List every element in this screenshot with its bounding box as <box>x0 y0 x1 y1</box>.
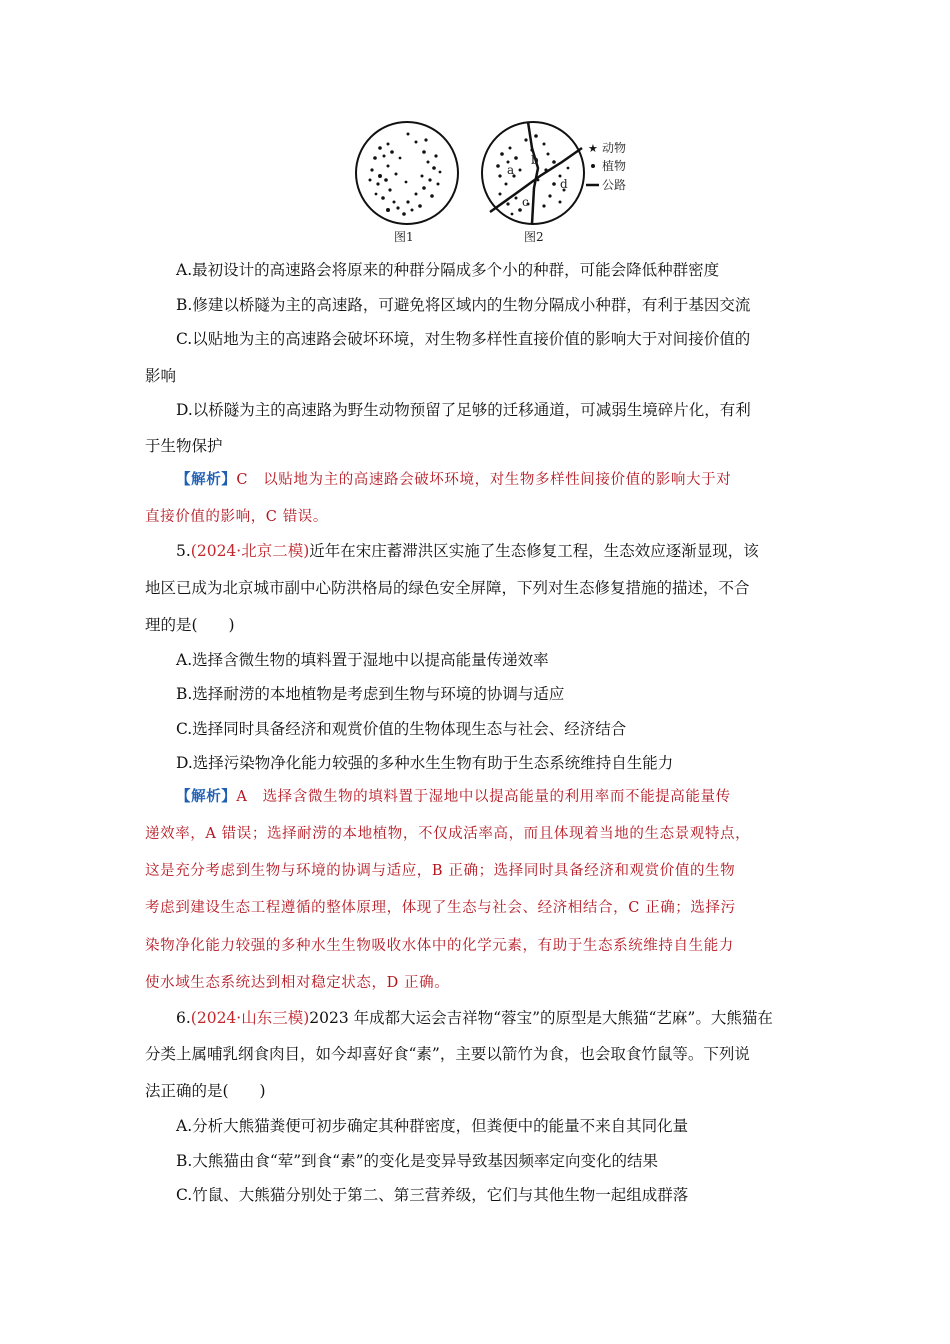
q4-option-d-line1: D.以桥隧为主的高速路为野生动物预留了足够的迁移通道，可减弱生境碎片化，有利 <box>176 401 751 419</box>
figure1-dots <box>369 133 442 216</box>
q6-option-a: A.分析大熊猫粪便可初步确定其种群密度，但粪便中的能量不来自其同化量 <box>176 1117 689 1135</box>
q4-analysis-text1: C 以贴地为主的高速路会破坏环境，对生物多样性间接价值的影响大于对 <box>236 472 732 488</box>
q5-number: 5. <box>176 542 191 560</box>
q5-analysis-line4: 考虑到建设生态工程遵循的整体原理，体现了生态与社会、经济相结合，C 正确；选择污 <box>145 900 736 916</box>
q6-stem-line3: 法正确的是( ) <box>145 1082 266 1100</box>
q5-stem-line3: 理的是( ) <box>145 616 235 634</box>
q6-option-b: B.大熊猫由食“荤”到食“素”的变化是变异导致基因频率定向变化的结果 <box>176 1152 659 1170</box>
q5-stem-text1: 近年在宋庄蓄滞洪区实施了生态修复工程，生态效应逐渐显现，该 <box>309 542 759 560</box>
q6-source: (2024·山东三模) <box>190 1009 310 1027</box>
q5-analysis-line3: 这是充分考虑到生物与环境的协调与适应，B 正确；选择同时具备经济和观赏价值的生物 <box>145 863 736 879</box>
q5-analysis-line5: 染物净化能力较强的多种水生生物吸收水体中的化学元素，有助于生态系统维持自生能力 <box>145 938 734 954</box>
legend-road-label: 公路 <box>602 178 627 192</box>
q5-analysis-tag: 【解析】 <box>176 788 237 805</box>
q5-analysis-line1 <box>176 786 731 808</box>
figure-svg <box>350 118 650 248</box>
figure2-region-b: b <box>531 153 539 167</box>
q5-analysis-text1: A 选择含微生物的填料置于湿地中以提高能量的利用率而不能提高能量传 <box>236 789 731 805</box>
figure1-caption: 图1 <box>394 230 414 244</box>
q5-source: (2024·北京二模) <box>190 542 310 560</box>
q6-stem-line2: 分类上属哺乳纲食肉目，如今却喜好食“素”，主要以箭竹为食，也会取食竹鼠等。下列说 <box>145 1045 750 1063</box>
figure2-caption: 图2 <box>524 230 544 244</box>
q5-analysis-line2: 递效率，A 错误；选择耐涝的本地植物，不仅成活率高，而且体现着当地的生态景观特点， <box>145 826 751 842</box>
q5-option-d: D.选择污染物净化能力较强的多种水生生物有助于生态系统维持自生能力 <box>176 754 674 772</box>
q6-option-c: C.竹鼠、大熊猫分别处于第二、第三营养级，它们与其他生物一起组成群落 <box>176 1186 689 1204</box>
q4-option-c-line1: C.以贴地为主的高速路会破坏环境，对生物多样性直接价值的影响大于对间接价值的 <box>176 330 751 348</box>
q4-option-c-line2: 影响 <box>145 367 177 385</box>
q5-analysis-line6: 使水域生态系统达到相对稳定状态，D 正确。 <box>145 975 450 991</box>
q5-stem-line1 <box>176 540 759 562</box>
q5-stem-line2: 地区已成为北京城市副中心防洪格局的绿色安全屏障，下列对生态修复措施的描述，不合 <box>145 579 750 597</box>
q5-option-b: B.选择耐涝的本地植物是考虑到生物与环境的协调与适应 <box>176 685 565 703</box>
figure2-region-d: d <box>560 177 568 191</box>
q4-option-d-line2: 于生物保护 <box>145 437 223 455</box>
q4-option-a: A.最初设计的高速路会将原来的种群分隔成多个小的种群，可能会降低种群密度 <box>176 261 720 279</box>
q5-option-c: C.选择同时具备经济和观赏价值的生物体现生态与社会、经济结合 <box>176 720 627 738</box>
q6-stem-text1: 2023 年成都大运会吉祥物“蓉宝”的原型是大熊猫“艺麻”。大熊猫在 <box>309 1009 773 1027</box>
q6-stem-line1 <box>176 1007 773 1029</box>
q5-option-a: A.选择含微生物的填料置于湿地中以提高能量传递效率 <box>176 651 549 669</box>
q4-analysis-line1 <box>176 469 731 491</box>
figure2-region-c: c <box>522 195 529 209</box>
legend-plant-label: 植物 <box>602 159 627 173</box>
legend-dot-icon <box>591 164 595 168</box>
figure2-region-a: a <box>507 163 515 177</box>
q4-analysis-line2: 直接价值的影响，C 错误。 <box>145 509 329 525</box>
population-figure <box>350 118 650 248</box>
figure1-circle <box>356 122 458 224</box>
legend-animal-label: 动物 <box>602 141 627 155</box>
q4-analysis-tag: 【解析】 <box>176 471 237 488</box>
legend-star-icon: ★ <box>588 142 598 155</box>
q4-option-b: B.修建以桥隧为主的高速路，可避免将区域内的生物分隔成小种群，有利于基因交流 <box>176 296 751 314</box>
q6-number: 6. <box>176 1009 191 1027</box>
